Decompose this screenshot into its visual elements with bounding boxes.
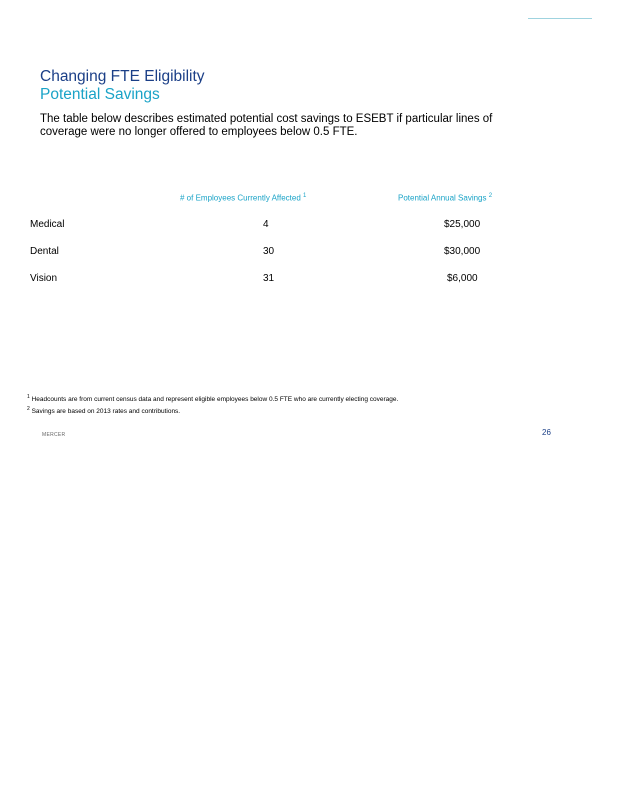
footnote-ref-1: 1 <box>303 193 307 199</box>
page-number: 26 <box>542 428 551 437</box>
column-header-savings: Potential Annual Savings $^2$ <box>398 193 493 203</box>
footnote-ref-2: 2 <box>488 193 493 199</box>
page-subtitle: Potential Savings <box>40 86 160 103</box>
row-label: Medical <box>30 219 65 230</box>
header-rule <box>528 18 592 19</box>
row-count: 31 <box>263 273 275 284</box>
row-count: 4 <box>263 219 269 230</box>
footnote-1: $^1$ Headcounts are from current census data and represent eligible employees below 0.5 FTE who are currently electing coverage. <box>27 394 399 404</box>
row-label: Vision <box>30 273 58 284</box>
intro-paragraph: The table below describes estimated potential cost savings to ESEBT if particular lines of coverage were no longer offered to employees below 0.5 FTE. <box>40 113 493 138</box>
row-count: 30 <box>263 246 275 257</box>
footnote-2: $^2$ Savings are based on 2013 rates and contributions. <box>27 406 181 416</box>
page-title: Changing FTE Eligibility <box>40 68 205 85</box>
brand-name: MERCER <box>42 432 66 438</box>
column-header-employees: # of Employees Currently Affected $^1$ <box>180 193 307 203</box>
row-saving: $25,000 <box>444 219 481 230</box>
row-saving: $30,000 <box>444 246 481 257</box>
row-saving: $6,000 <box>447 273 478 284</box>
row-label: Dental <box>30 246 59 257</box>
